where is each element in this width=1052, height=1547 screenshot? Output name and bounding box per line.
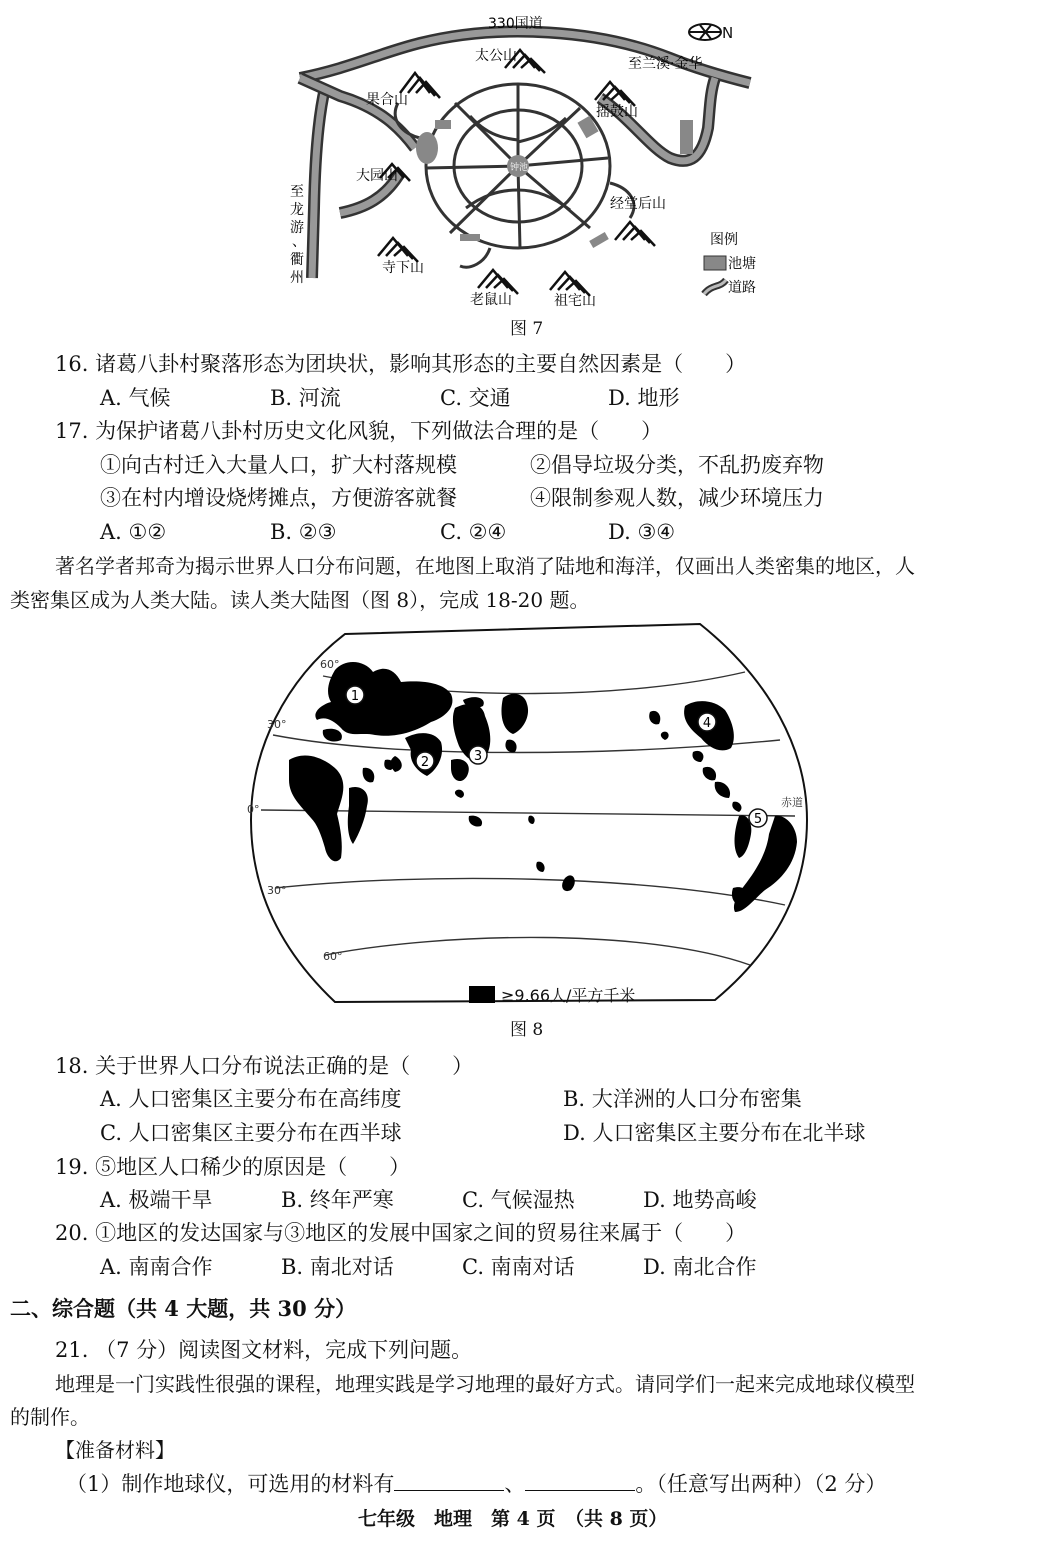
q21-text-1: 地理是一门实践性很强的课程，地理实践是学习地理的最好方式。请同学们一起来完成地球仪模型	[55, 1372, 915, 1396]
label-road330: 330国道	[488, 16, 543, 32]
q16-stem: 16. 诸葛八卦村聚落形态为团块状，影响其形态的主要自然因素是（ ）	[55, 352, 747, 376]
q17-stem: 17. 为保护诸葛八卦村历史文化风貌，下列做法合理的是（ ）	[55, 419, 663, 443]
label-jingtanghou: 经堂后山	[610, 196, 666, 212]
svg-text:州: 州	[290, 270, 304, 286]
intro-line-1: 著名学者邦奇为揭示世界人口分布问题，在地图上取消了陆地和海洋，仅画出人类密集的地区，人	[55, 554, 915, 578]
marker-5	[749, 809, 767, 827]
q17-option-d[interactable]: D. ③④	[608, 520, 676, 544]
svg-text:池塘: 池塘	[728, 256, 756, 272]
q18-option-b[interactable]: B. 大洋洲的人口分布密集	[563, 1087, 802, 1111]
lat-label-60s: 60°	[323, 950, 343, 963]
svg-text:图例: 图例	[710, 232, 738, 248]
label-sixia: 寺下山	[382, 260, 424, 276]
north-arrow	[689, 24, 721, 40]
q18-option-a[interactable]: A. 人口密集区主要分布在高纬度	[100, 1087, 402, 1111]
svg-text:≥9.66人/平方千米: ≥9.66人/平方千米	[501, 986, 636, 1005]
figure7-caption: 图 7	[510, 319, 544, 339]
svg-text:至: 至	[290, 184, 304, 200]
q19-stem: 19. ⑤地区人口稀少的原因是（ ）	[55, 1155, 411, 1179]
q19-option-a[interactable]: A. 极端干旱	[100, 1188, 213, 1212]
north-label: N	[722, 24, 734, 42]
q18-stem: 18. 关于世界人口分布说法正确的是（ ）	[55, 1054, 474, 1078]
q20-stem: 20. ①地区的发达国家与③地区的发展中国家之间的贸易往来属于（ ）	[55, 1221, 747, 1245]
q17-option-c[interactable]: C. ②④	[440, 520, 507, 544]
q21-stem: 21. （7 分）阅读图文材料，完成下列问题。	[55, 1338, 473, 1362]
label-yaogu: 摇鼓山	[596, 104, 638, 120]
q19-option-c[interactable]: C. 气候湿热	[462, 1188, 575, 1212]
q17-option-b[interactable]: B. ②③	[270, 520, 337, 544]
svg-text:游: 游	[290, 220, 304, 236]
q17-item-1: ①向古村迁入大量人口，扩大村落规模	[100, 453, 457, 477]
lat-label-60n: 60°	[320, 658, 340, 671]
answer-blank-1[interactable]	[394, 1474, 504, 1491]
q21-sub1-prefix: （1）制作地球仪，可选用的材料有	[66, 1472, 395, 1496]
marker-1	[346, 686, 364, 704]
q21-sub1	[66, 1474, 886, 1495]
intro-line-2: 类密集区成为人类大陆。读人类大陆图（图 8），完成 18-20 题。	[10, 588, 590, 612]
lat-label-0: 0°	[247, 803, 260, 816]
q18-option-d[interactable]: D. 人口密集区主要分布在北半球	[563, 1121, 866, 1145]
q21-sub1-suffix: 。（任意写出两种）（2 分）	[635, 1472, 887, 1496]
figure8-map	[245, 620, 810, 1012]
svg-text:4: 4	[702, 716, 712, 731]
q17-item-2: ②倡导垃圾分类，不乱扔废弃物	[530, 453, 824, 477]
q16-option-d[interactable]: D. 地形	[608, 386, 680, 410]
page-footer: 七年级 地理 第 4 页 （共 8 页）	[358, 1508, 668, 1530]
svg-text:道路: 道路	[728, 280, 756, 296]
equator-label: 赤道	[781, 796, 803, 809]
q20-option-d[interactable]: D. 南北合作	[643, 1255, 757, 1279]
q21-text-2: 的制作。	[10, 1405, 90, 1429]
q17-item-3: ③在村内增设烧烤摊点，方便游客就餐	[100, 486, 457, 510]
label-dayuan: 大园山	[356, 168, 398, 184]
answer-blank-2[interactable]	[525, 1474, 635, 1491]
label-lanxi: 至兰溪·金华	[628, 56, 703, 72]
svg-text:3: 3	[473, 749, 483, 764]
section-2-heading: 二、综合题（共 4 大题，共 30 分）	[10, 1296, 357, 1321]
q17-option-a[interactable]: A. ①②	[100, 520, 167, 544]
label-longyou	[290, 184, 306, 286]
label-taigong: 太公山	[475, 48, 517, 64]
q16-option-a[interactable]: A. 气候	[100, 386, 171, 410]
prep-heading: 【准备材料】	[55, 1438, 175, 1462]
q19-option-d[interactable]: D. 地势高峻	[643, 1188, 757, 1212]
label-zuzhai: 祖宅山	[554, 293, 596, 309]
figure7-map	[270, 8, 790, 320]
lat-label-30s: 30°	[267, 884, 287, 897]
svg-text:龙: 龙	[290, 202, 304, 218]
svg-text:1: 1	[350, 689, 360, 704]
q20-option-a[interactable]: A. 南南合作	[100, 1255, 213, 1279]
marker-4	[698, 713, 716, 731]
label-guohe: 果合山	[366, 92, 408, 108]
figure7-legend	[704, 232, 756, 296]
q18-option-c[interactable]: C. 人口密集区主要分布在西半球	[100, 1121, 402, 1145]
svg-text:5: 5	[753, 812, 763, 827]
q17-item-4: ④限制参观人数，减少环境压力	[530, 486, 824, 510]
q20-option-c[interactable]: C. 南南对话	[462, 1255, 575, 1279]
marker-3	[469, 746, 487, 764]
svg-text:衢: 衢	[290, 252, 304, 268]
q20-option-b[interactable]: B. 南北对话	[281, 1255, 394, 1279]
lat-label-30n: 30°	[267, 718, 287, 731]
label-laoshu: 老鼠山	[470, 292, 512, 308]
svg-text:2: 2	[420, 755, 430, 770]
q21-sub1-sep: 、	[504, 1472, 526, 1496]
label-zhongchi: 钟池	[510, 163, 529, 173]
q16-option-c[interactable]: C. 交通	[440, 386, 511, 410]
svg-text:、: 、	[292, 234, 306, 250]
figure8-legend	[469, 986, 635, 1005]
q19-option-b[interactable]: B. 终年严寒	[281, 1188, 394, 1212]
q16-option-b[interactable]: B. 河流	[270, 386, 341, 410]
marker-2	[416, 752, 434, 770]
figure8-caption: 图 8	[510, 1020, 544, 1040]
